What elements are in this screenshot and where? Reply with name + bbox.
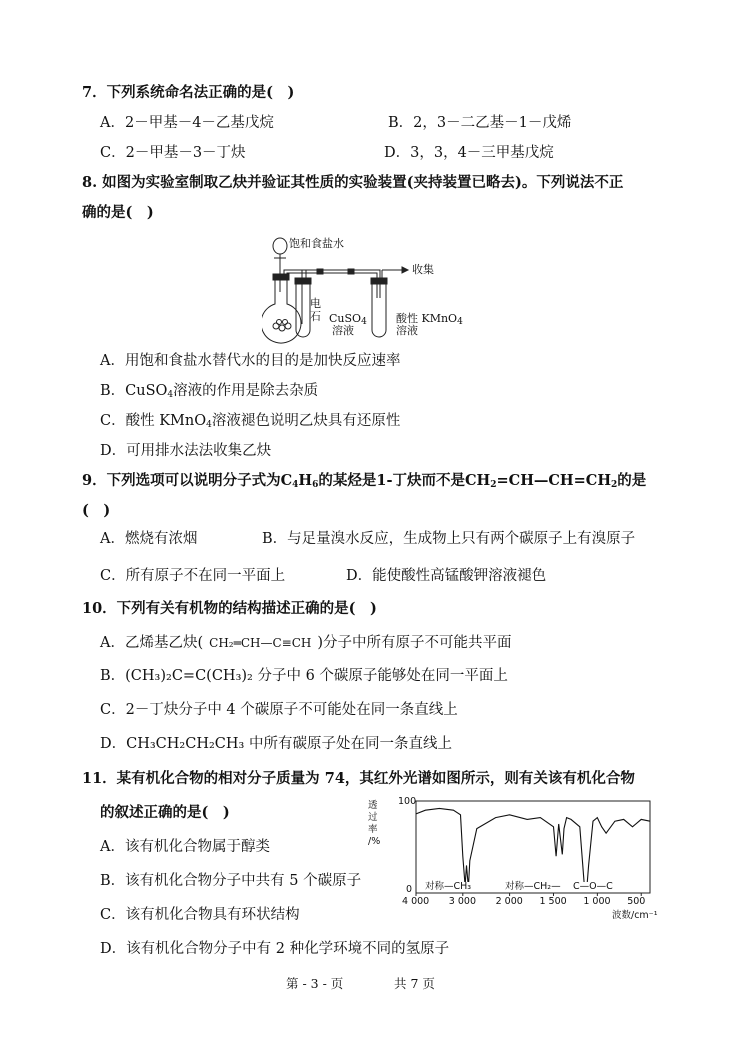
x-tick-label: 1 000 <box>583 896 611 907</box>
q11-option-d: D．该有机化合物分子中有 2 种化学环境不同的氢原子 <box>100 941 450 957</box>
annotation-coc: C—O—C <box>573 881 613 892</box>
label-electric: 电 <box>310 297 321 310</box>
q7-option-d: D．3，3，4－三甲基戊烷 <box>384 145 554 161</box>
q9-option-b: B．与足量溴水反应，生成物上只有两个碳原子上有溴原子 <box>262 531 636 547</box>
label-cuso4: CuSO$_4$ <box>329 312 367 327</box>
y-tick-100: 100 <box>398 796 417 807</box>
q11-option-a: A．该有机化合物属于醇类 <box>100 839 270 855</box>
q7-option-c: C．2－甲基－3－丁炔 <box>100 145 246 161</box>
label-collect: 收集 <box>412 263 434 276</box>
ylabel-1: 透 <box>368 800 378 811</box>
q7-stem: 7．下列系统命名法正确的是( ) <box>82 84 295 101</box>
ir-spectrum-chart <box>360 793 670 923</box>
label-solution-2: 溶液 <box>396 324 418 337</box>
x-tick-label: 2 000 <box>495 896 523 907</box>
x-axis-label: 波数/cm⁻¹ <box>612 910 658 921</box>
x-tick-label: 500 <box>627 896 646 907</box>
label-brine: 饱和食盐水 <box>289 237 344 250</box>
apparatus-drawing <box>262 234 490 344</box>
vinylacetylene-formula: CH₂═CH—C≡CH <box>209 636 312 650</box>
q8-stem-line1: 8. 如图为实验室制取乙炔并验证其性质的实验装置(夹持装置已略去)。下列说法不正 <box>82 174 624 191</box>
q10-stem: 10．下列有关有机物的结构描述正确的是( ) <box>82 600 377 617</box>
q7-option-a: A．2－甲基－4－乙基戊烷 <box>100 115 274 131</box>
q8-stem-line2: 确的是( ) <box>82 204 154 221</box>
q11-stem-line1: 11．某有机化合物的相对分子质量为 74，其红外光谱如图所示，则有关该有机化合物 <box>82 770 635 787</box>
q8-option-c: C．酸性 KMnO$_4$溶液褪色说明乙炔具有还原性 <box>100 413 401 430</box>
q9-option-c: C．所有原子不在同一平面上 <box>100 568 286 584</box>
footer-total-pages: 共 7 页 <box>394 976 435 991</box>
q7-option-b: B．2，3－二乙基－1－戊烯 <box>388 115 572 131</box>
ylabel-3: 率 <box>368 824 378 835</box>
ylabel-4: /% <box>368 836 381 847</box>
ylabel-2: 过 <box>368 812 378 823</box>
footer-page-number: 第 - 3 - 页 <box>286 976 344 991</box>
q8-option-b: B．CuSO$_4$溶液的作用是除去杂质 <box>100 383 319 400</box>
acetylene-apparatus-figure <box>262 234 490 344</box>
q11-option-b: B．该有机化合物分子中共有 5 个碳原子 <box>100 873 362 889</box>
label-solution-1: 溶液 <box>332 324 354 337</box>
q9-stem-line2: ( ) <box>82 502 111 519</box>
x-tick-label: 3 000 <box>448 896 476 907</box>
q10-option-c: C．2－丁炔分子中 4 个碳原子不可能处在同一条直线上 <box>100 702 458 718</box>
q8-option-a: A．用饱和食盐水替代水的目的是加快反应速率 <box>100 353 401 369</box>
q10-option-d: D．CH₃CH₂CH₂CH₃ 中所有碳原子处在同一条直线上 <box>100 736 452 752</box>
q9-option-d: D．能使酸性高锰酸钾溶液褪色 <box>346 568 547 584</box>
label-kmno4: 酸性 KMnO$_4$ <box>396 312 463 327</box>
q9-stem-line1: 9．下列选项可以说明分子式为$C_4H_6$的某烃是1-丁炔而不是$CH_2=CH—CH=CH_2$的是 <box>82 472 647 490</box>
annotation-ch3: 对称—CH₃ <box>425 881 472 892</box>
x-tick-label: 1 500 <box>539 896 567 907</box>
x-tick-label: 4 000 <box>402 896 430 907</box>
q10-option-a: A．乙烯基乙炔( CH₂═CH—C≡CH )分子中所有原子不可能共平面 <box>100 635 512 651</box>
label-stone: 石 <box>310 310 321 323</box>
q8-option-d: D．可用排水法法收集乙炔 <box>100 443 272 459</box>
q9-option-a: A．燃烧有浓烟 <box>100 531 198 547</box>
q11-option-c: C．该有机化合物具有环状结构 <box>100 907 300 923</box>
annotation-ch2: 对称—CH₂— <box>505 881 561 892</box>
y-tick-0: 0 <box>406 884 413 895</box>
q11-stem-line2: 的叙述正确的是( ) <box>100 804 230 821</box>
transmittance-series <box>416 808 650 888</box>
plot-frame <box>416 801 650 893</box>
q10-option-b: B．(CH₃)₂C=C(CH₃)₂ 分子中 6 个碳原子能够处在同一平面上 <box>100 668 508 684</box>
